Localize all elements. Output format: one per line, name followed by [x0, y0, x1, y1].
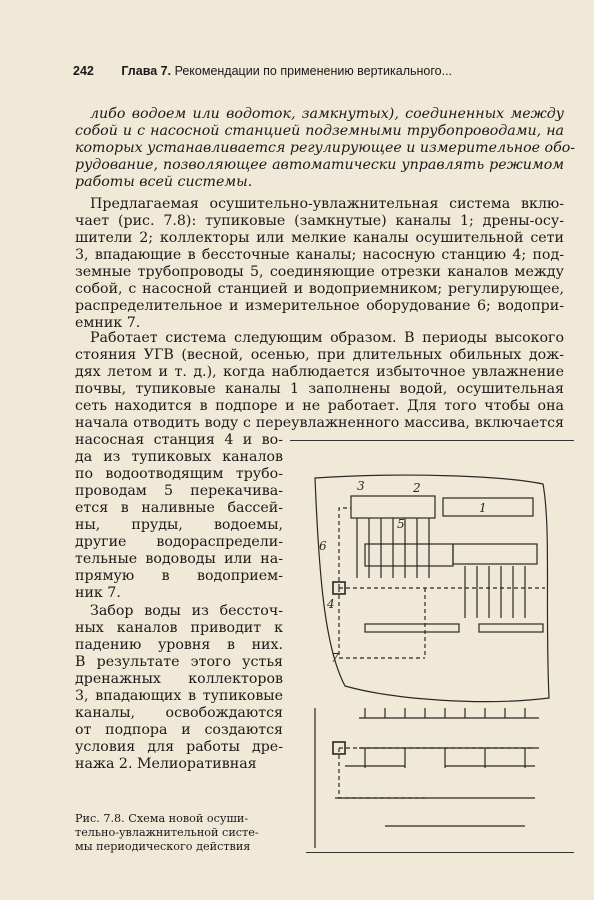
canal-block-left	[351, 496, 435, 518]
text-line: Забор воды из бессточ-	[90, 603, 283, 619]
text-line: которых устанавливается регулирующее и измерительное обо-	[75, 140, 576, 156]
text-line: дях летом и т. д.), когда наблюдается избыточное увлажнение	[75, 364, 564, 380]
text-line: либо водоем или водоток, замкнутых), соединенных между	[90, 106, 564, 122]
text-line: от подпора и создаются	[75, 722, 283, 738]
text-line: Работает система следующим образом. В периоды высокого	[90, 330, 564, 346]
text-line: ется в наливные бассей-	[75, 500, 283, 516]
canal-block-right-lower	[453, 544, 537, 564]
label-pump: 4	[327, 597, 335, 611]
text-line: сеть находится в подпоре и не работает. Для того чтобы она	[75, 398, 564, 414]
text-line: 3, впадающие в бессточные каналы; насосную станцию 4; под-	[75, 247, 564, 263]
text-line: ных каналов приводит к	[75, 620, 283, 636]
canal-block-right	[443, 498, 533, 516]
text-line: ны, пруды, водоемы,	[75, 517, 283, 533]
text-line: рудование, позволяющее автоматически управлять режимом	[75, 157, 564, 173]
lower-drains	[365, 708, 525, 768]
text-line: ник 7.	[75, 585, 121, 601]
text-line: нажа 2. Мелиоративная	[75, 756, 257, 772]
text-line: почвы, тупиковые каналы 1 заполнены водой, осушительная	[75, 381, 564, 397]
text-line: работы всей системы.	[75, 174, 253, 190]
text-line: распределительное и измерительное оборудование 6; водопри-	[75, 298, 564, 314]
canal-bottom-left	[365, 624, 459, 632]
text-line: прямую в водоприем-	[75, 568, 283, 584]
lower-pipeline	[339, 748, 535, 798]
text-line: насосная станция 4 и во-	[75, 432, 283, 448]
text-line: проводам 5 перекачива-	[75, 483, 283, 499]
figure-top-rule	[290, 440, 574, 441]
text-line: шители 2; коллекторы или мелкие каналы осушительной сети	[75, 230, 564, 246]
label-drain: 2	[413, 481, 421, 495]
caption-line: Рис. 7.8. Схема новой осуши-	[75, 812, 249, 825]
text-line: В результате этого устья	[75, 654, 283, 670]
lower-scheme	[315, 708, 539, 848]
text-line: начала отводить воду с переувлажненного массива, включается	[75, 415, 564, 431]
text-line: условия для работы дре-	[75, 739, 283, 755]
text-line: да из тупиковых каналов	[75, 449, 283, 465]
text-line: по водоотводящим трубо-	[75, 466, 283, 482]
text-line: 3, впадающих в тупиковые	[75, 688, 283, 704]
text-line: падению уровня в них.	[75, 637, 283, 653]
text-line: другие водораспредели-	[75, 534, 283, 550]
chapter-title: Рекомендации по применению вертикального...	[174, 64, 453, 78]
text-line: стояния УГВ (весной, осенью, при длительных обильных дож-	[75, 347, 564, 363]
text-line: собой, с насосной станцией и водоприемником; регулирующее,	[75, 281, 564, 297]
text-line: каналы, освобождаются	[75, 705, 283, 721]
text-line: земные трубопроводы 5, соединяющие отрезки каналов между	[75, 264, 564, 280]
label-pipe: 5	[397, 517, 405, 531]
text-line: дренажных коллекторов	[75, 671, 283, 687]
canal-bottom-right	[479, 624, 543, 632]
text-line: Предлагаемая осушительно-увлажнительная система вклю-	[90, 196, 564, 212]
label-receiver: 7	[331, 651, 339, 665]
drains-upper	[357, 518, 525, 618]
text-line: тельные водоводы или на-	[75, 551, 283, 567]
pipeline-dashed	[339, 508, 545, 658]
chapter-label: Глава 7.	[121, 64, 172, 78]
text-line: чает (рис. 7.8): тупиковые (замкнутые) каналы 1; дрены-осу-	[75, 213, 564, 229]
text-line: собой и с насосной станцией подземными трубопроводами, на	[75, 123, 564, 139]
page-number: 242	[73, 64, 94, 78]
caption-line: тельно-увлажнительной систе-	[75, 826, 259, 839]
label-collector: 3	[357, 479, 365, 493]
figure-caption	[75, 812, 295, 854]
running-header	[73, 64, 518, 78]
caption-line: мы периодического действия	[75, 840, 251, 853]
text-line: емник 7.	[75, 315, 141, 331]
label-canal: 1	[479, 501, 487, 515]
canal-block-mid	[365, 544, 453, 566]
label-regulator: 6	[319, 539, 327, 553]
figure-bottom-rule	[306, 852, 574, 853]
figure-scheme	[305, 448, 583, 848]
